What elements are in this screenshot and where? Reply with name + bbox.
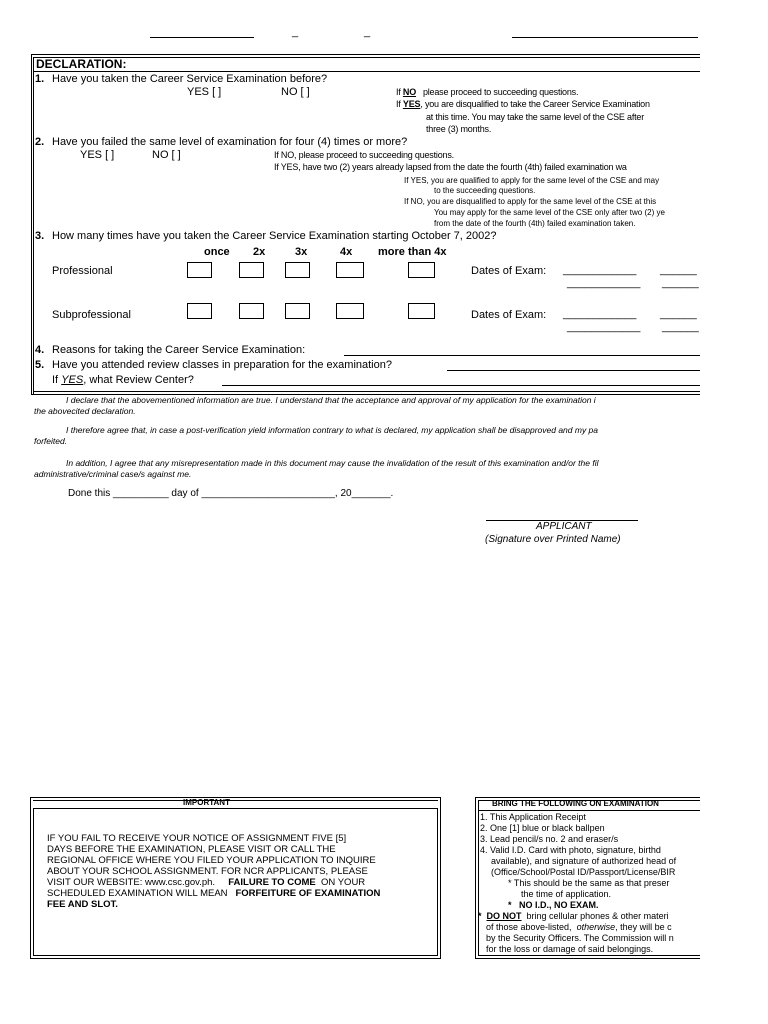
q5-number: 5. (35, 359, 45, 371)
bring-phones-text: bring cellular phones & other materi (526, 911, 669, 921)
important-line-3: REGIONAL OFFICE WHERE YOU FILED YOUR APPLICATION TO INQUIRE (47, 855, 376, 866)
bring-will-be-text: , they will be c (615, 922, 672, 932)
q5-answer-line[interactable] (447, 370, 700, 371)
q2-if-yes-note: If YES, have two (2) years already lapsed from the date the fourth (4th) failed examination wa (274, 162, 627, 172)
subprofessional-date-field-1[interactable]: ____________ (563, 308, 637, 320)
q2-sub-no-2: You may apply for the same level of the CSE only after two (2) ye (434, 208, 665, 217)
bring-do-not-text: DO NOT (486, 911, 522, 921)
q2-no-option[interactable]: NO [ ] (152, 149, 181, 161)
subprofessional-more-than-4x-checkbox[interactable] (408, 303, 435, 319)
q3-text: How many times have you taken the Career Service Examination starting October 7, 2002? (52, 230, 497, 242)
bring-above-listed-text: of those above-listed, (486, 922, 572, 932)
bring-otherwise-text: otherwise (576, 922, 616, 932)
declaration-rule-bottom-2 (33, 391, 700, 392)
declaration-rule-top-1 (31, 54, 700, 55)
q2-sub-yes-1: If YES, you are qualified to apply for the same level of the CSE and may (404, 176, 660, 185)
signature-applicant-label: APPLICANT (536, 521, 592, 532)
q1-if-no-note (396, 87, 578, 97)
subprofessional-dates-label: Dates of Exam: (471, 309, 547, 321)
declaration-rule-left-2 (33, 57, 34, 394)
bring-item-4: 4. Valid I.D. Card with photo, signature, birthd (480, 845, 661, 855)
q3-col-3x: 3x (295, 246, 308, 258)
bring-donot-line-3: by the Security Officers. The Commission will n (486, 933, 674, 943)
important-failure-text: FAILURE TO COME (228, 877, 316, 888)
bring-item-4-line-3: (Office/School/Postal ID/Passport/License/BIR (491, 867, 676, 877)
q1-if-yes-word: YES (402, 99, 421, 109)
important-title: IMPORTANT (183, 798, 230, 807)
professional-date-field-3[interactable]: ____________ (567, 277, 641, 289)
q1-if-no-word: NO (402, 87, 417, 97)
bring-item-4-line-2: available), and signature of authorized head of (491, 856, 677, 866)
bring-donot-line-4: for the loss or damage of said belongings. (486, 944, 654, 954)
subprofessional-4x-checkbox[interactable] (336, 303, 364, 319)
review-prefix: If (52, 374, 59, 386)
q2-yes-option[interactable]: YES [ ] (80, 149, 115, 161)
important-title-rule (33, 800, 438, 801)
review-center-answer-line[interactable] (222, 385, 700, 386)
important-line-1: IF YOU FAIL TO RECEIVE YOUR NOTICE OF ASSIGNMENT FIVE [5] (47, 833, 347, 844)
professional-more-than-4x-checkbox[interactable] (408, 262, 435, 278)
professional-date-field-4[interactable]: ______ (662, 277, 699, 289)
header-dash-2: _ (364, 26, 371, 38)
bring-item-3: 3. Lead pencil/s no. 2 and eraser/s (480, 834, 619, 844)
q4-text: Reasons for taking the Career Service Examination: (52, 344, 306, 356)
q4-answer-line[interactable] (344, 355, 700, 356)
bring-donot-line-2 (486, 922, 672, 932)
q2-sub-yes-2: to the succeeding questions. (434, 186, 536, 195)
bring-item-donot (478, 911, 669, 921)
subprofessional-date-field-3[interactable]: ____________ (567, 321, 641, 333)
asterisk-icon: * (508, 900, 520, 910)
important-on-your-text: ON YOUR (321, 877, 366, 888)
important-line-7: FEE AND SLOT. (47, 899, 118, 910)
professional-2x-checkbox[interactable] (239, 262, 264, 278)
q2-number: 2. (35, 136, 45, 148)
important-line-5 (47, 877, 365, 888)
statement-2-line-1: I therefore agree that, in case a post-verification yield information contrary to what is declared, my application shall be disapproved and my pa (66, 425, 599, 435)
professional-4x-checkbox[interactable] (336, 262, 364, 278)
q4-number: 4. (35, 344, 45, 356)
bring-title-rule (478, 810, 700, 811)
signature-sub-label: (Signature over Printed Name) (485, 534, 621, 545)
header-line-left (150, 37, 254, 38)
q3-col-once: once (204, 246, 230, 258)
bring-item-1: 1. This Application Receipt (480, 812, 586, 822)
professional-dates-label: Dates of Exam: (471, 265, 547, 277)
subprofessional-date-field-4[interactable]: ______ (662, 321, 699, 333)
statement-3-line-1: In addition, I agree that any misrepresentation made in this document may cause the invalidation of the result of this examination and/or the fil (66, 458, 599, 468)
q2-if-no-note: If NO, please proceed to succeeding questions. (274, 150, 454, 160)
q1-number: 1. (35, 73, 45, 85)
q3-col-2x: 2x (253, 246, 266, 258)
subprofessional-3x-checkbox[interactable] (285, 303, 310, 319)
done-this-line[interactable]: Done this __________ day of ________________________, 20_______. (68, 488, 394, 499)
important-scheduled-text: SCHEDULED EXAMINATION WILL MEAN (47, 888, 228, 899)
q1-text: Have you taken the Career Service Examination before? (52, 73, 328, 85)
declaration-title-rule (33, 71, 700, 72)
q1-if-yes-note (396, 99, 650, 109)
q1-if-yes-prefix: If (396, 99, 401, 109)
subprofessional-2x-checkbox[interactable] (239, 303, 264, 319)
asterisk-icon: * (478, 911, 482, 921)
bring-title: BRING THE FOLLOWING ON EXAMINATION (492, 799, 659, 808)
bring-no-id-no-exam (508, 900, 599, 910)
important-line-4: ABOUT YOUR SCHOOL ASSIGNMENT. FOR NCR APPLICANTS, PLEASE (47, 866, 368, 877)
review-yes-word: YES (61, 374, 84, 386)
professional-date-field-1[interactable]: ____________ (563, 264, 637, 276)
statement-1-line-2: the abovecited declaration. (34, 406, 136, 416)
bring-item-2: 2. One [1] blue or black ballpen (480, 823, 605, 833)
q1-note-line3: three (3) months. (426, 124, 492, 134)
q2-text: Have you failed the same level of examination for four (4) times or more? (52, 136, 408, 148)
declaration-rule-left-1 (31, 54, 32, 394)
q1-if-no-prefix: If (396, 87, 401, 97)
bring-note-same-id: * This should be the same as that preser (508, 878, 670, 888)
q1-no-option[interactable]: NO [ ] (281, 86, 310, 98)
q1-if-yes-text: , you are disqualified to take the Career Service Examination (420, 99, 650, 109)
q3-col-more-than-4x: more than 4x (378, 246, 447, 258)
declaration-rule-top-2 (33, 57, 700, 58)
bring-note-same-id-line-2: the time of application. (521, 889, 612, 899)
important-website-text: VISIT OUR WEBSITE: www.csc.gov.ph. (47, 877, 216, 888)
q1-yes-option[interactable]: YES [ ] (187, 86, 222, 98)
declaration-title: DECLARATION: (36, 57, 127, 71)
q2-sub-no-3: from the date of the fourth (4th) failed examination taken. (434, 219, 636, 228)
q2-sub-no-1: If NO, you are disqualified to apply for the same level of the CSE at this (404, 197, 657, 206)
important-line-2: DAYS BEFORE THE EXAMINATION, PLEASE VISIT OR CALL THE (47, 844, 336, 855)
review-text: , what Review Center? (83, 374, 194, 386)
professional-once-checkbox[interactable] (187, 262, 212, 278)
professional-date-field-2[interactable]: ______ (660, 264, 697, 276)
important-forfeiture-text: FORFEITURE OF EXAMINATION (235, 888, 381, 899)
header-line-right (512, 37, 698, 38)
professional-3x-checkbox[interactable] (285, 262, 310, 278)
q3-row-subprofessional-label: Subprofessional (52, 309, 131, 321)
header-dash-1: _ (292, 26, 299, 38)
q3-col-4x: 4x (340, 246, 353, 258)
statement-3-line-2: administrative/criminal case/s against me. (34, 469, 192, 479)
statement-1-line-1: I declare that the abovementioned information are true. I understand that the acceptance and approval of my application for the examination i (66, 395, 596, 405)
q1-if-no-text: please proceed to succeeding questions. (422, 87, 579, 97)
q5-text: Have you attended review classes in preparation for the examination? (52, 359, 392, 371)
bring-no-id-text: NO I.D., NO EXAM. (519, 900, 599, 910)
subprofessional-date-field-2[interactable]: ______ (660, 308, 697, 320)
important-line-6 (47, 888, 380, 899)
subprofessional-once-checkbox[interactable] (187, 303, 212, 319)
q1-note-line2: at this time. You may take the same level of the CSE after (426, 112, 645, 122)
statement-2-line-2: forfeited. (34, 436, 68, 446)
review-center-question (52, 374, 194, 386)
q3-number: 3. (35, 230, 45, 242)
q3-row-professional-label: Professional (52, 265, 113, 277)
